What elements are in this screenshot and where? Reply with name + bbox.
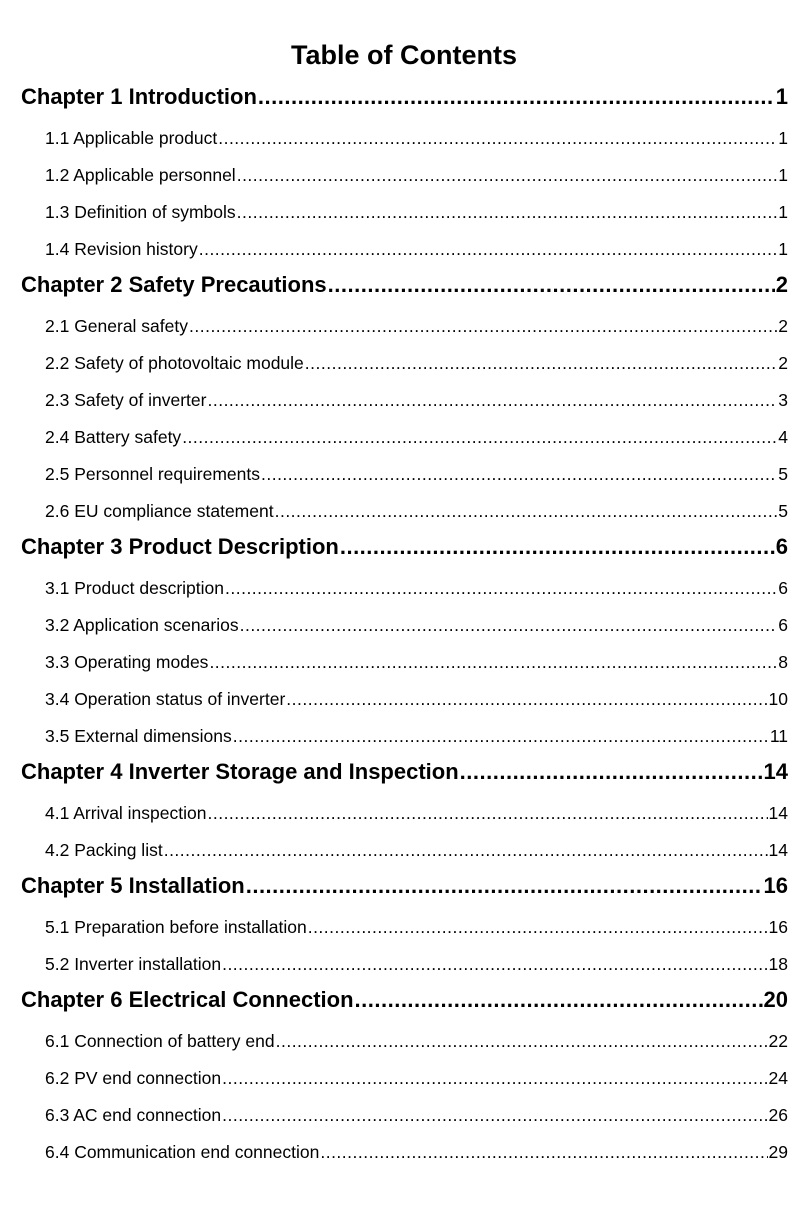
toc-entry-label: 3.4 Operation status of inverter [45,689,286,709]
dot-leader [233,714,769,751]
toc-section-entry[interactable] [21,566,788,603]
toc-section-entry[interactable] [21,714,788,751]
toc-entry-label: 1.4 Revision history [45,239,198,259]
toc-page-number: 14 [763,759,788,784]
toc-page-number: 2 [778,353,788,373]
toc-entry-label: Chapter 4 Inverter Storage and Inspection [21,759,459,784]
toc-entry-label: 1.2 Applicable personnel [45,165,236,185]
toc-page-number: 4 [778,427,788,447]
toc-page-number: 29 [768,1142,788,1162]
toc-section-entry[interactable] [21,1019,788,1056]
toc-section-entry[interactable] [21,378,788,415]
toc-section-entry[interactable] [21,1093,788,1130]
toc-section-entry[interactable] [21,190,788,227]
toc-page-number: 20 [763,987,788,1012]
toc-entry-label: Chapter 6 Electrical Connection [21,987,354,1012]
dot-leader [209,640,777,677]
toc-entry-label: 2.1 General safety [45,316,188,336]
dot-leader [320,1130,767,1167]
dot-leader [199,227,778,264]
toc-page-number: 1 [775,84,788,109]
toc-section-entry[interactable] [21,452,788,489]
toc-page-number: 5 [778,501,788,521]
toc-page-number: 8 [778,652,788,672]
toc-entry-label: Chapter 5 Installation [21,873,245,898]
toc-entry-label: 6.2 PV end connection [45,1068,222,1088]
dot-leader [182,415,777,452]
toc-page-number: 16 [768,917,788,937]
toc-page-number: 1 [778,202,788,222]
toc-section-entry[interactable] [21,828,788,865]
toc-page-number: 2 [778,316,788,336]
toc-section-entry[interactable] [21,227,788,264]
toc-entry-label: 2.4 Battery safety [45,427,182,447]
toc-section-entry[interactable] [21,489,788,526]
toc-page-number: 3 [778,390,788,410]
toc-entry-label: 1.3 Definition of symbols [45,202,236,222]
toc-entry-label: 1.1 Applicable product [45,128,218,148]
dot-leader [308,905,768,942]
toc-chapter-entry[interactable] [21,865,788,905]
toc-page-number: 6 [778,615,788,635]
dot-leader [328,264,775,304]
toc-section-entry[interactable] [21,603,788,640]
dot-leader [237,153,778,190]
toc-entry-label: 6.1 Connection of battery end [45,1031,275,1051]
dot-leader [222,1056,767,1093]
toc-section-entry[interactable] [21,791,788,828]
dot-leader [246,865,763,905]
toc-section-entry[interactable] [21,341,788,378]
toc-chapter-entry[interactable] [21,264,788,304]
dot-leader [237,190,778,227]
toc-section-entry[interactable] [21,415,788,452]
page-title: Table of Contents [291,40,517,70]
toc-section-entry[interactable] [21,942,788,979]
toc-entry-label: 2.5 Personnel requirements [45,464,260,484]
toc-page-number: 11 [769,726,788,746]
toc-entry-label: Chapter 3 Product Description [21,534,339,559]
dot-leader [305,341,777,378]
toc-entry-label: Chapter 1 Introduction [21,84,257,109]
dot-leader [164,828,768,865]
dot-leader [460,751,763,791]
toc-section-entry[interactable] [21,1130,788,1167]
table-of-contents [21,76,788,1167]
toc-page-number: 26 [768,1105,788,1125]
toc-entry-label: 3.1 Product description [45,578,224,598]
dot-leader [218,116,777,153]
toc-entry-label: 2.2 Safety of photovoltaic module [45,353,304,373]
dot-leader [276,1019,768,1056]
dot-leader [258,76,775,116]
toc-entry-label: 5.1 Preparation before installation [45,917,307,937]
dot-leader [207,378,777,415]
toc-section-entry[interactable] [21,304,788,341]
dot-leader [222,942,767,979]
toc-page-number: 14 [768,840,788,860]
toc-page-number: 14 [768,803,788,823]
toc-page-number: 6 [778,578,788,598]
toc-entry-label: 4.2 Packing list [45,840,163,860]
toc-chapter-entry[interactable] [21,751,788,791]
toc-entry-label: 6.3 AC end connection [45,1105,222,1125]
dot-leader [225,566,777,603]
toc-page-number: 10 [768,689,788,709]
dot-leader [222,1093,767,1130]
toc-entry-label: 2.6 EU compliance statement [45,501,274,521]
toc-page-number: 5 [778,464,788,484]
dot-leader [355,979,763,1019]
toc-entry-label: 3.2 Application scenarios [45,615,239,635]
dot-leader [207,791,767,828]
toc-entry-label: 2.3 Safety of inverter [45,390,207,410]
toc-section-entry[interactable] [21,116,788,153]
dot-leader [261,452,777,489]
dot-leader [240,603,778,640]
toc-section-entry[interactable] [21,640,788,677]
toc-page-number: 6 [775,534,788,559]
toc-entry-label: Chapter 2 Safety Precautions [21,272,327,297]
toc-section-entry[interactable] [21,677,788,714]
toc-entry-label: 4.1 Arrival inspection [45,803,207,823]
toc-entry-label: 3.3 Operating modes [45,652,209,672]
toc-chapter-entry[interactable] [21,76,788,116]
toc-page-number: 22 [768,1031,788,1051]
toc-page-number: 2 [775,272,788,297]
toc-page-number: 18 [768,954,788,974]
toc-entry-label: 3.5 External dimensions [45,726,232,746]
toc-page-number: 1 [778,128,788,148]
dot-leader [286,677,767,714]
dot-leader [275,489,778,526]
toc-entry-label: 5.2 Inverter installation [45,954,222,974]
toc-section-entry[interactable] [21,1056,788,1093]
toc-entry-label: 6.4 Communication end connection [45,1142,320,1162]
toc-section-entry[interactable] [21,905,788,942]
toc-page-number: 1 [778,165,788,185]
toc-chapter-entry[interactable] [21,526,788,566]
dot-leader [340,526,775,566]
toc-page-number: 16 [763,873,788,898]
dot-leader [189,304,777,341]
toc-section-entry[interactable] [21,153,788,190]
toc-page-number: 1 [778,239,788,259]
toc-page-number: 24 [768,1068,788,1088]
toc-chapter-entry[interactable] [21,979,788,1019]
